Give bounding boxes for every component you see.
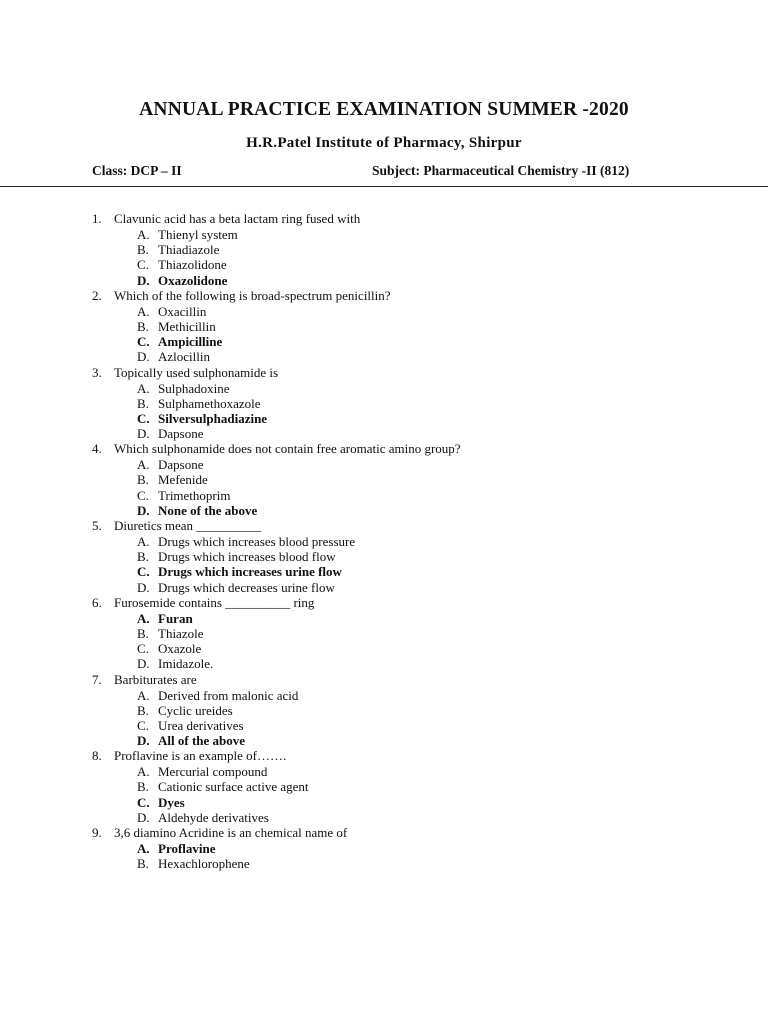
question-text: Furosemide contains __________ ring bbox=[114, 594, 315, 610]
option-letter: A. bbox=[137, 687, 150, 703]
option-letter: D. bbox=[137, 426, 150, 442]
answer-option bbox=[0, 534, 768, 549]
option-text: Thienyl system bbox=[158, 227, 238, 242]
answer-option bbox=[0, 396, 768, 411]
option-letter: A. bbox=[137, 610, 150, 626]
answer-option-correct bbox=[0, 841, 768, 856]
option-text: Drugs which increases urine flow bbox=[158, 564, 342, 580]
option-letter: C. bbox=[137, 794, 150, 810]
answer-option bbox=[0, 472, 768, 487]
option-letter: B. bbox=[137, 549, 149, 565]
question-number: 3. bbox=[92, 364, 102, 380]
question-text: Topically used sulphonamide is bbox=[114, 364, 279, 380]
question-item bbox=[0, 748, 768, 825]
answer-option bbox=[0, 304, 768, 319]
option-text: Cyclic ureides bbox=[158, 702, 233, 718]
option-letter: A. bbox=[137, 534, 150, 549]
question-item bbox=[0, 518, 768, 595]
question-line bbox=[0, 441, 768, 457]
institute-name: H.R.Patel Institute of Pharmacy, Shirpur bbox=[246, 135, 522, 151]
option-letter: D. bbox=[137, 733, 150, 749]
answer-option-correct bbox=[0, 411, 768, 426]
option-letter: D. bbox=[137, 656, 150, 672]
option-text: Dapsone bbox=[158, 457, 204, 473]
option-letter: A. bbox=[137, 841, 150, 856]
option-text: Thiadiazole bbox=[158, 242, 220, 258]
answer-option bbox=[0, 381, 768, 396]
option-letter: A. bbox=[137, 303, 150, 319]
option-letter: B. bbox=[137, 472, 149, 488]
question-list bbox=[0, 211, 768, 871]
option-text: Sulphadoxine bbox=[158, 380, 230, 396]
option-letter: A. bbox=[137, 457, 150, 473]
option-letter: D. bbox=[137, 502, 150, 518]
header-divider bbox=[0, 186, 768, 187]
option-text: Thiazole bbox=[158, 625, 204, 641]
option-text: Azlocillin bbox=[158, 349, 210, 365]
answer-option bbox=[0, 457, 768, 472]
question-item bbox=[0, 211, 768, 288]
question-number: 6. bbox=[92, 594, 102, 610]
question-item bbox=[0, 365, 768, 442]
option-text: Methicillin bbox=[158, 318, 216, 334]
question-line bbox=[0, 288, 768, 304]
option-text: All of the above bbox=[158, 733, 246, 749]
class-label: Class: DCP – II bbox=[92, 163, 182, 178]
answer-option bbox=[0, 718, 768, 733]
option-letter: D. bbox=[137, 349, 150, 365]
answer-option bbox=[0, 488, 768, 503]
option-letter: B. bbox=[137, 395, 149, 411]
question-item bbox=[0, 441, 768, 518]
option-letter: B. bbox=[137, 625, 149, 641]
answer-option bbox=[0, 257, 768, 272]
option-text: Ampicilline bbox=[158, 334, 223, 350]
answer-option-correct bbox=[0, 733, 768, 748]
option-text: Thiazolidone bbox=[158, 257, 227, 273]
answer-option bbox=[0, 549, 768, 564]
option-letter: C. bbox=[137, 257, 149, 273]
answer-option-correct bbox=[0, 795, 768, 810]
option-text: Drugs which decreases urine flow bbox=[158, 579, 335, 595]
option-letter: B. bbox=[137, 242, 149, 258]
option-text: Dyes bbox=[158, 794, 185, 810]
option-text: Dapsone bbox=[158, 426, 204, 442]
question-number: 4. bbox=[92, 441, 102, 457]
option-text: Drugs which increases blood pressure bbox=[158, 534, 356, 549]
question-number: 9. bbox=[92, 825, 102, 840]
question-number: 5. bbox=[92, 518, 102, 533]
answer-option bbox=[0, 242, 768, 257]
option-text: Proflavine bbox=[158, 841, 216, 856]
option-text: Oxacillin bbox=[158, 303, 207, 319]
option-text: Hexachlorophene bbox=[158, 856, 250, 872]
option-letter: A. bbox=[137, 380, 150, 396]
question-number: 1. bbox=[92, 211, 102, 226]
question-line bbox=[0, 748, 768, 764]
answer-option bbox=[0, 580, 768, 595]
option-text: Furan bbox=[158, 610, 193, 626]
option-text: Imidazole. bbox=[158, 656, 214, 672]
option-text: Aldehyde derivatives bbox=[158, 809, 269, 825]
question-line bbox=[0, 672, 768, 688]
option-text: Derived from malonic acid bbox=[158, 687, 299, 703]
option-letter: B. bbox=[137, 318, 149, 334]
answer-option bbox=[0, 779, 768, 794]
option-letter: D. bbox=[137, 809, 150, 825]
question-text: 3,6 diamino Acridine is an chemical name of bbox=[114, 825, 348, 840]
answer-option-correct bbox=[0, 564, 768, 579]
question-item bbox=[0, 288, 768, 365]
option-letter: A. bbox=[137, 227, 150, 242]
option-letter: D. bbox=[137, 272, 150, 288]
answer-option bbox=[0, 656, 768, 671]
answer-option-correct bbox=[0, 611, 768, 626]
option-letter: C. bbox=[137, 564, 150, 580]
question-text: Diuretics mean __________ bbox=[114, 518, 262, 533]
option-letter: A. bbox=[137, 764, 150, 780]
option-text: Oxazolidone bbox=[158, 272, 228, 288]
question-line bbox=[0, 518, 768, 534]
question-text: Which sulphonamide does not contain free aromatic amino group? bbox=[114, 441, 461, 457]
option-text: Silversulphadiazine bbox=[158, 410, 268, 426]
option-text: Urea derivatives bbox=[158, 717, 244, 733]
subject-label: Subject: Pharmaceutical Chemistry -II (812) bbox=[372, 163, 630, 178]
exam-title: ANNUAL PRACTICE EXAMINATION SUMMER -2020 bbox=[139, 99, 629, 120]
question-number: 7. bbox=[92, 671, 102, 687]
answer-option bbox=[0, 856, 768, 871]
answer-option bbox=[0, 703, 768, 718]
option-text: Drugs which increases blood flow bbox=[158, 549, 336, 565]
question-line bbox=[0, 825, 768, 841]
answer-option bbox=[0, 810, 768, 825]
option-letter: C. bbox=[137, 487, 149, 503]
option-letter: D. bbox=[137, 579, 150, 595]
answer-option bbox=[0, 426, 768, 441]
option-letter: C. bbox=[137, 717, 149, 733]
answer-option-correct bbox=[0, 273, 768, 288]
option-text: Mercurial compound bbox=[158, 764, 268, 780]
option-text: Trimethoprim bbox=[158, 487, 231, 503]
question-item bbox=[0, 595, 768, 672]
option-letter: B. bbox=[137, 779, 149, 795]
option-text: Cationic surface active agent bbox=[158, 779, 309, 795]
option-letter: B. bbox=[137, 702, 149, 718]
question-text: Which of the following is broad-spectrum penicillin? bbox=[114, 287, 391, 303]
option-letter: C. bbox=[137, 334, 150, 350]
question-line bbox=[0, 365, 768, 381]
answer-option bbox=[0, 688, 768, 703]
answer-option-correct bbox=[0, 334, 768, 349]
question-item bbox=[0, 825, 768, 871]
option-text: Sulphamethoxazole bbox=[158, 395, 261, 411]
answer-option-correct bbox=[0, 503, 768, 518]
option-text: None of the above bbox=[158, 502, 258, 518]
question-text: Barbiturates are bbox=[114, 671, 197, 687]
option-letter: C. bbox=[137, 410, 150, 426]
option-letter: B. bbox=[137, 856, 149, 872]
option-letter: C. bbox=[137, 641, 149, 657]
answer-option bbox=[0, 626, 768, 641]
question-text: Clavunic acid has a beta lactam ring fused with bbox=[114, 211, 361, 226]
answer-option bbox=[0, 227, 768, 242]
question-item bbox=[0, 672, 768, 749]
answer-option bbox=[0, 641, 768, 656]
question-number: 2. bbox=[92, 287, 102, 303]
question-text: Proflavine is an example of……. bbox=[114, 748, 287, 764]
answer-option bbox=[0, 319, 768, 334]
answer-option bbox=[0, 349, 768, 364]
question-line bbox=[0, 211, 768, 227]
question-number: 8. bbox=[92, 748, 102, 764]
question-line bbox=[0, 595, 768, 611]
option-text: Mefenide bbox=[158, 472, 208, 488]
answer-option bbox=[0, 764, 768, 779]
option-text: Oxazole bbox=[158, 641, 202, 657]
